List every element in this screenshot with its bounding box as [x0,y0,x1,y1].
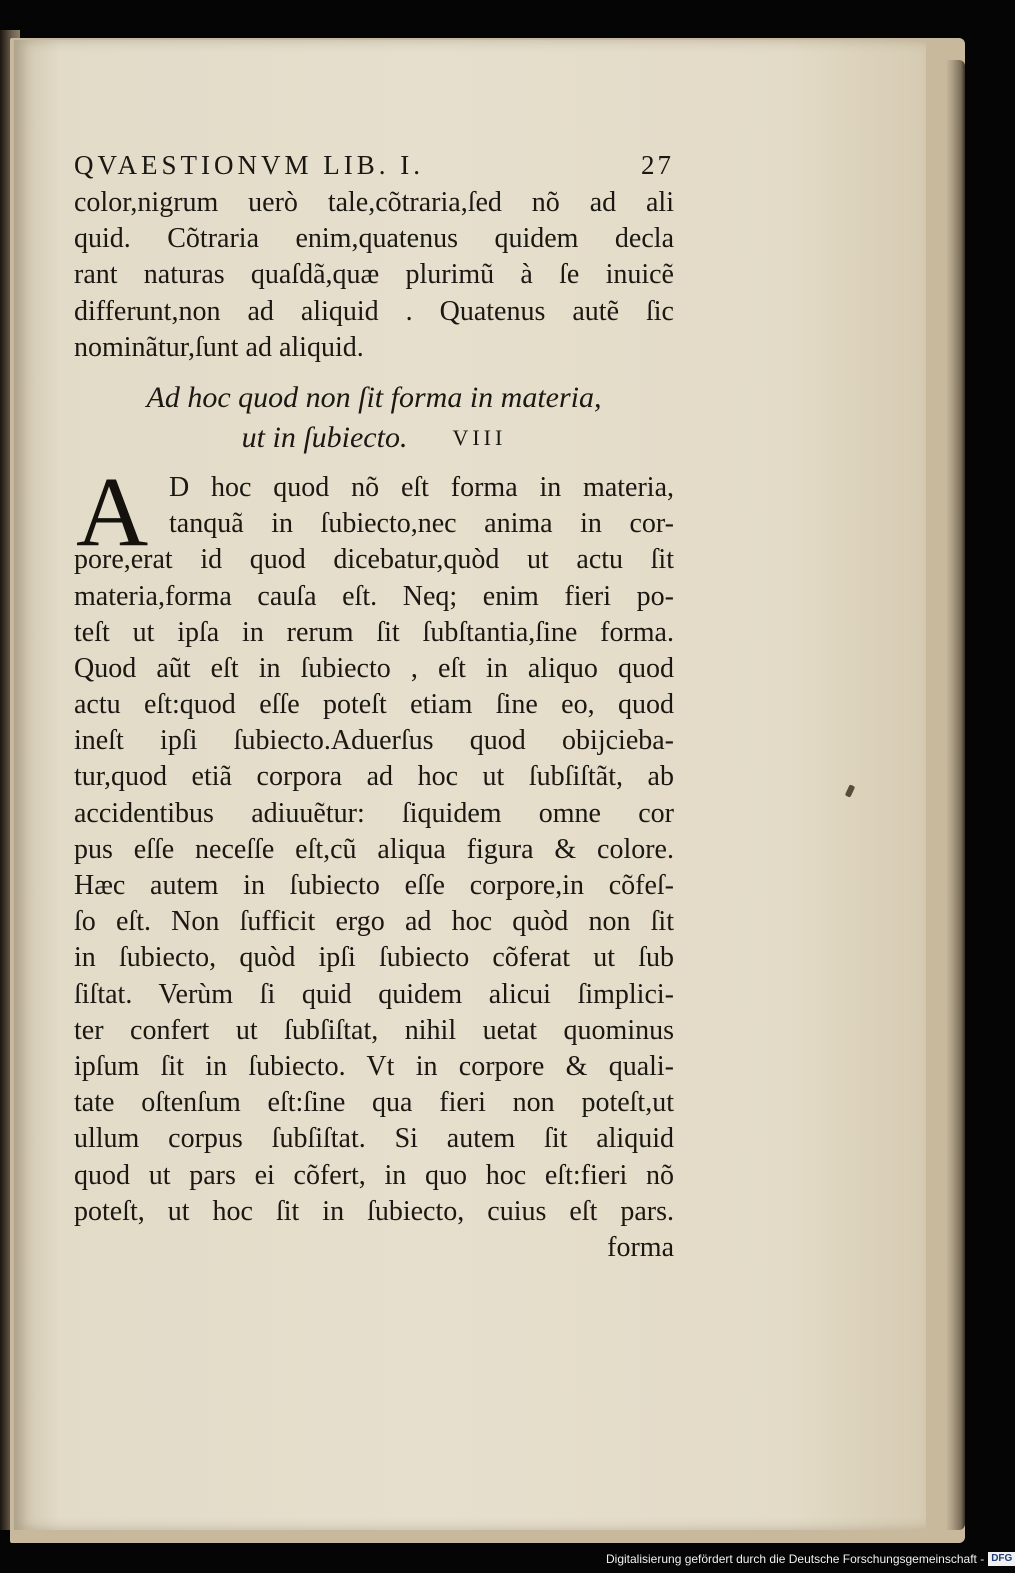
running-head [74,145,674,185]
section-heading: Ad hoc quod non ſit forma in materia, [146,380,602,414]
text-line: Hæc autem in ſubiecto eſſe corpore,in cõfeſ- [74,870,674,901]
running-head-title: QVAESTIONVM LIB. I. [74,150,424,180]
text-line: ſo eſt. Non ſufficit ergo ad hoc quòd non ſit [74,906,674,938]
paragraph-body [74,455,674,1230]
section-heading-line-2 [74,418,674,458]
text-line: pus eſſe neceſſe eſt,cũ aliqua figura & colore. [74,833,674,865]
text-line: poteſt, ut hoc ſit in ſubiecto, cuius eſt pars. [74,1195,674,1227]
text-line: ipſum ſit in ſubiecto. Vt in corpore & quali- [74,1050,674,1082]
page-number: 27 [641,150,674,180]
section-heading-continuation: ut in ſubiecto. [241,420,408,454]
section-number: VIII [452,424,507,450]
page-edge [945,60,965,1530]
text-line: teſt ut ipſa in rerum ſit ſubſtantia,ſine forma. [74,616,674,648]
footer-text: Digitalisierung gefördert durch die Deutsche Forschungsgemeinschaft - [606,1552,985,1566]
text-line: actu eſt:quod eſſe poteſt etiam ſine eo, quod [74,689,674,721]
text-line: ſiſtat. Verùm ſi quid quidem alicui ſimplici- [74,978,674,1010]
text-line: D hoc quod nõ eſt forma in materia, [169,471,674,503]
dfg-logo: DFG [988,1552,1015,1566]
text-line: quod ut pars ei cõfert, in quo hoc eſt:fieri nõ [74,1159,674,1191]
text-line: accidentibus adiuuẽtur: ſiquidem omne cor [74,797,674,829]
text-line: tanquã in ſubiecto,nec anima in cor- [169,508,674,540]
text-line: nominãtur,ſunt ad aliquid. [74,331,364,363]
text-line: differunt,non ad aliquid . Quatenus autẽ ſic [74,295,674,327]
page-leaf [14,40,926,1530]
catchword: forma [607,1231,674,1263]
drop-cap: A [76,455,149,567]
text-line: quid. Cõtraria enim,quatenus quidem decla [74,223,674,255]
text-line: ullum corpus ſubſiſtat. Si autem ſit aliquid [74,1123,674,1155]
text-line: rant naturas quaſdã,quæ plurimũ à ſe inuicẽ [74,259,674,291]
footer-credit [606,1551,1015,1567]
text-line: pore,erat id quod dicebatur,quòd ut actu ſit [74,544,674,576]
text-line: color,nigrum uerò tale,cõtraria,ſed nõ ad ali [74,187,674,218]
text-line: in ſubiecto, quòd ipſi ſubiecto cõferat ut ſub [74,942,674,974]
paragraph-top [74,185,674,366]
text-line: tur,quod etiã corpora ad hoc ut ſubſiſtãt, ab [74,761,674,793]
paper-blemish [845,784,856,797]
text-line: ter confert ut ſubſiſtat, nihil uetat quominus [74,1014,674,1046]
text-line: materia,forma cauſa eſt. Neq; enim fieri po- [74,580,674,612]
text-line: ineſt ipſi ſubiecto.Aduerſus quod obijcieba- [74,725,674,757]
text-line: tate oſtenſum eſt:ſine qua fieri non poteſt,ut [74,1087,674,1119]
text-line: Quod aũt eſt in ſubiecto , eſt in aliquo quod [74,652,674,684]
text-block [74,145,674,1266]
